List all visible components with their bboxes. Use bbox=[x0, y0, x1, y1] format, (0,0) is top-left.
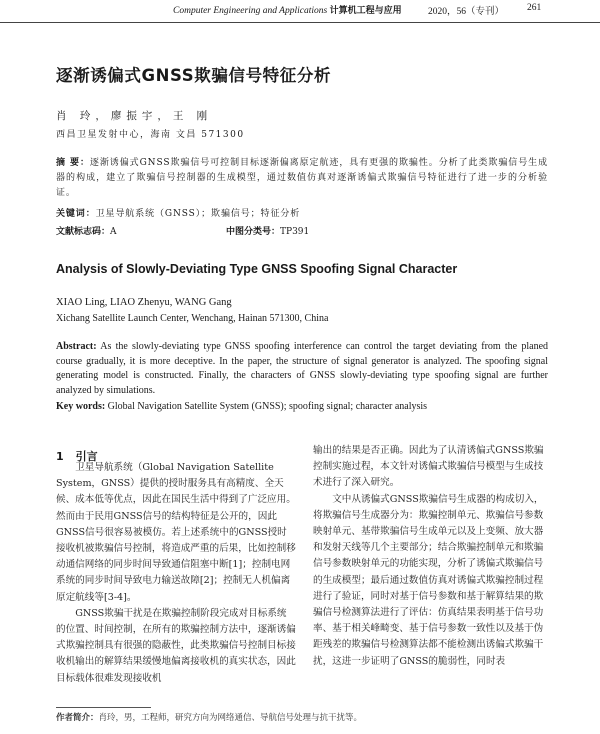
footnote-text: 肖玲，男，工程师，研究方向为网络通信、导航信号处理与抗干扰等。 bbox=[98, 713, 363, 723]
authors-cn: 肖 玲，廖振宇，王 刚 bbox=[56, 110, 213, 122]
issue-number: 2020，56（专刊） bbox=[428, 7, 505, 17]
paper-title-en: Analysis of Slowly-Deviating Type GNSS Spoofing Signal Character bbox=[56, 262, 458, 276]
section-number: 1 bbox=[56, 450, 64, 463]
authors-en: XIAO Ling, LIAO Zhenyu, WANG Gang bbox=[56, 297, 232, 308]
section-title: 引言 bbox=[75, 450, 98, 463]
keywords-en bbox=[56, 401, 427, 412]
body-paragraph: 卫星导航系统（Global Navigation Satellite System，GNSS）提供的授时服务具有高精度、全天候、成本低等优点，因此在国民生活中得到了广泛应用。然而由于民用GNSS信号的结构特征是公开的，因此GNSS信号很容易被模仿。若上述系统中的GNSS授时接收机被欺骗信号控制，将造成严重的后果，比如控制移动通信网络的同步时间导致通信阻塞中断[1]；控制电网系统的同步时间导致电力输送故障[2]；控制无人机偏离原定航线等[3-4]。 bbox=[56, 462, 296, 603]
keywords-cn-text: 卫星导航系统（GNSS）；欺骗信号；特征分析 bbox=[95, 209, 301, 219]
document-code: 文献标志码：A bbox=[56, 227, 117, 237]
abstract-en-label: Abstract: bbox=[56, 341, 97, 352]
running-header bbox=[0, 0, 600, 23]
abstract-cn-text: 逐渐诱偏式GNSS欺骗信号可控制目标逐渐偏离原定航迹，具有更强的欺骗性。分析了此类欺骗信号生成器的构成，建立了欺骗信号控制器的生成模型，通过数值仿真对逐渐诱偏式欺骗信号特征进行了进一步的分析验证。 bbox=[56, 158, 549, 198]
abstract-en-text: As the slowly-deviating type GNSS spoofing interference can control the target deviating from the planed course gradually, it is more deceptive. In the paper, the structure of signal generator is analyzed. The spoofing signal generating model is constructed. Finally, the characters of GNSS slowly-deviating type spoofing signal are further analyzed by simulations. bbox=[56, 341, 549, 396]
body-paragraph: 输出的结果是否正确。因此为了认清诱偏式GNSS欺骗控制实施过程，本文针对诱偏式欺骗信号模型与生成技术进行了深入研究。 bbox=[313, 445, 544, 489]
footnote-label: 作者简介： bbox=[56, 713, 99, 723]
journal-name-cn: 计算机工程与应用 bbox=[329, 6, 402, 16]
classification-code: 中图分类号：TP391 bbox=[226, 227, 310, 237]
keywords-en-label: Key words: bbox=[56, 401, 106, 412]
affiliation-en: Xichang Satellite Launch Center, Wenchang, Hainan 571300, China bbox=[56, 313, 329, 324]
abstract-cn bbox=[56, 156, 548, 201]
affiliation-cn: 西昌卫星发射中心，海南 文昌 571300 bbox=[56, 130, 245, 140]
body-column-right bbox=[313, 443, 549, 670]
footnote-divider bbox=[56, 707, 151, 708]
abstract-en bbox=[56, 340, 548, 398]
page-number: 261 bbox=[527, 3, 542, 13]
body-paragraph: 文中从诱偏式GNSS欺骗信号生成器的构成切入，将欺骗信号生成器分为：欺骗控制单元、欺骗信号参数映射单元、基带欺骗信号生成单元以及上变频、放大器和发射天线等几个主要部分；结合欺骗控制单元和欺骗信号参数映射单元的功能实现，分析了诱偏式欺骗信号的生成模型；最后通过数值仿真对诱偏式欺骗控制过程进行了验证，同时对基于信号参数和基于解算结果的欺骗信号检测算法进行了评估：仿真结果表明基于信号功率、基于相关峰畸变、基于信号参数一致性以及基于伪距残差的欺骗信号检测算法都不能检测出诱偏式欺骗干扰，这进一步证明了GNSS的脆弱性，同时表 bbox=[313, 493, 544, 667]
body-paragraph: GNSS欺骗干扰是在欺骗控制阶段完成对目标系统的位置、时间控制，在所有的欺骗控制方法中，逐渐诱偏式欺骗控制具有很强的隐蔽性，此类欺骗信号控制目标接收机输出的解算结果缓慢地偏离接收机的真实状态，因此目标载体很难发现接收机 bbox=[56, 607, 296, 684]
body-column-left bbox=[56, 460, 296, 687]
author-footnote bbox=[56, 711, 362, 723]
keywords-en-text: Global Navigation Satellite System (GNSS); spoofing signal; character analysis bbox=[107, 401, 428, 412]
abstract-cn-label: 摘 要： bbox=[56, 158, 90, 168]
keywords-cn bbox=[56, 206, 300, 219]
journal-name: Computer Engineering and Applications 计算机工程与应用 bbox=[173, 6, 402, 16]
paper-title-cn: 逐渐诱偏式GNSS欺骗信号特征分析 bbox=[56, 66, 332, 85]
keywords-cn-label: 关键词： bbox=[56, 209, 96, 219]
